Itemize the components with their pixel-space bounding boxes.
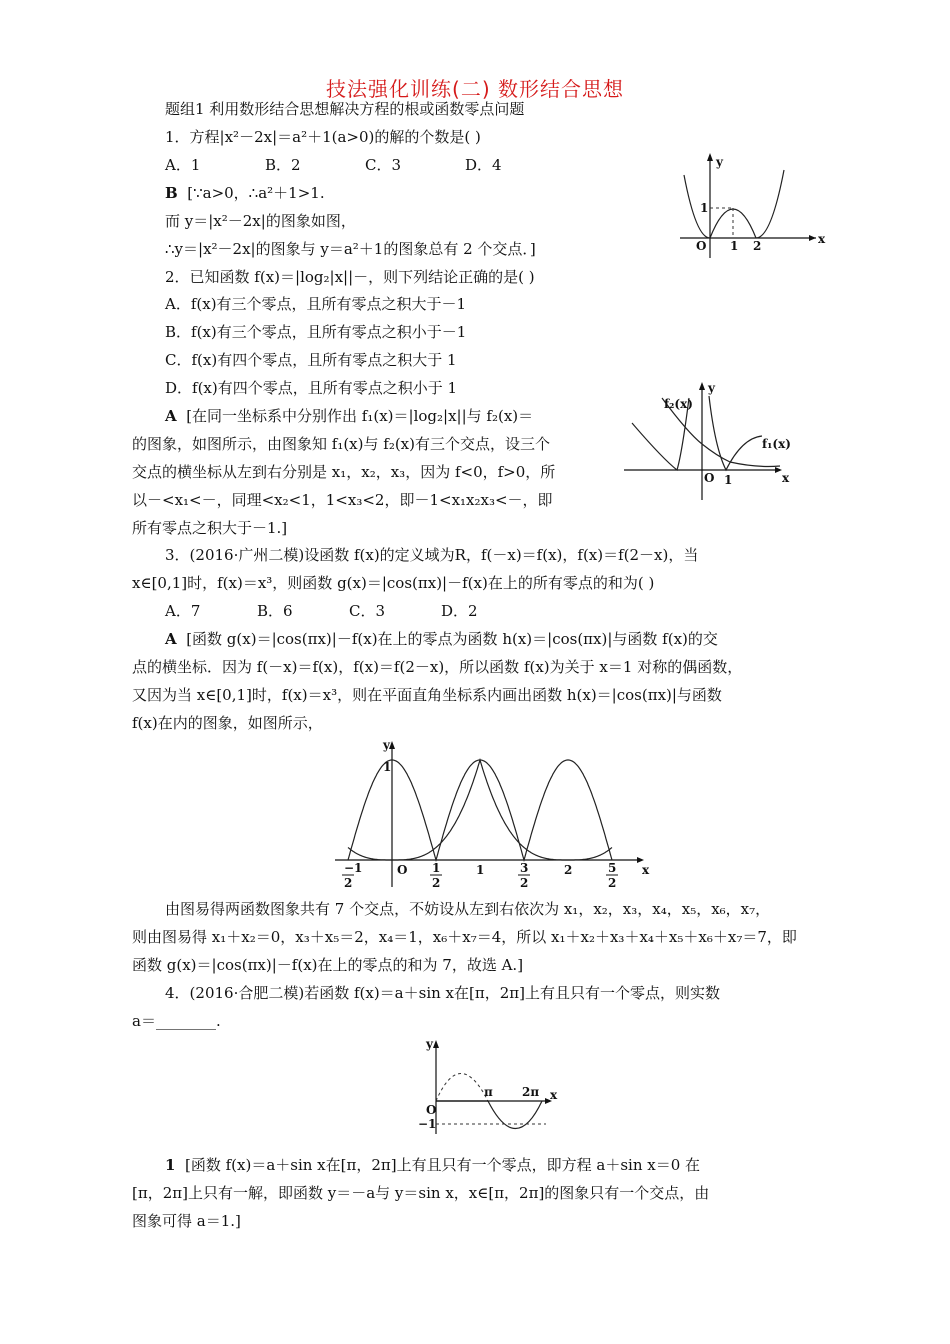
q3-graph-y-label: y [383, 738, 390, 752]
q4-answer: 1 [165, 1156, 176, 1174]
q2-option-b: B．f(x)有三个零点，且所有零点之积小于－1 [165, 323, 467, 341]
q2-option-a: A．f(x)有三个零点，且所有零点之积大于－1 [165, 295, 467, 313]
q4-graph-y-label: y [426, 1037, 433, 1051]
q2-solution-line-2: 的图象，如图所示，由图象知 f₁(x)与 f₂(x)有三个交点，设三个 [132, 435, 550, 453]
q2-solution-line-3: 交点的横坐标从左到右分别是 x₁，x₂，x₃，因为 f<0，f>0，所 [132, 463, 556, 481]
q3-option-b: B．6 [257, 602, 293, 620]
q1-solution-line-1: B [∵a>0，∴a²＋1>1. [165, 184, 325, 202]
q2-graph-x-label: x [782, 471, 790, 485]
q1-graph-ytick-1: 1 [700, 201, 709, 215]
q1-graph-origin: O [696, 239, 707, 253]
q1-options [165, 155, 565, 175]
q3-solution-line-7: 函数 g(x)＝|cos(πx)|－f(x)在上的零点的和为 7，故选 A.] [132, 956, 524, 974]
q3-graph-x-label: x [642, 863, 650, 877]
q1-solution-line-3: ∴y＝|x²－2x|的图象与 y＝a²＋1的图象总有 2 个交点．] [165, 240, 536, 258]
q3-graph-tick-den: 2 [344, 876, 353, 890]
q4-graph-pi: π [484, 1085, 493, 1099]
q4-graph-neg1: −1 [418, 1117, 437, 1131]
q3-graph-tick-num: 3 [520, 861, 529, 875]
q1-option-c: C．3 [365, 156, 402, 174]
q2-solution-line-1: A [在同一坐标系中分别作出 f₁(x)＝|log₂|x||与 f₂(x)＝ [165, 407, 534, 425]
q2-answer: A [165, 407, 177, 425]
q1-stem: 1．方程|x²－2x|＝a²＋1(a>0)的解的个数是( ) [165, 128, 481, 146]
q1-answer: B [165, 184, 178, 202]
q2-option-d: D．f(x)有四个零点，且所有零点之积小于 1 [165, 379, 458, 397]
q3-option-c: C．3 [349, 602, 386, 620]
q3-graph-tick-den: 2 [432, 876, 441, 890]
q3-graph-tick: 1 [476, 863, 485, 877]
q1-graph [676, 150, 836, 260]
q2-graph-f2-label: f₂(x) [664, 397, 693, 411]
q1-option-d: D．4 [465, 156, 502, 174]
q4-graph [418, 1036, 568, 1136]
q3-solution-line-1: A [函数 g(x)＝|cos(πx)|－f(x)在上的零点为函数 h(x)＝|cos(πx)|与函数 f(x)的交 [165, 630, 718, 648]
q3-option-a: A．7 [165, 602, 201, 620]
q4-stem-line-2: a＝________. [132, 1012, 221, 1030]
q2-graph-origin: O [704, 471, 715, 485]
page-title: 技法强化训练(二) 数形结合思想 [326, 77, 624, 101]
q1-option-b: B．2 [265, 156, 301, 174]
q3-options [165, 601, 533, 621]
q3-option-d: D．2 [441, 602, 478, 620]
q3-answer: A [165, 630, 177, 648]
q1-solution-line-2: 而 y＝|x²－2x|的图象如图， [165, 212, 356, 230]
q3-graph [330, 737, 660, 892]
q3-graph-origin: O [397, 863, 408, 877]
q3-solution-line-2: 点的横坐标．因为 f(－x)＝f(x)，f(x)＝f(2－x)，所以函数 f(x)为关于 x＝1 对称的偶函数， [132, 658, 743, 676]
q3-graph-tick-num: −1 [344, 861, 363, 875]
q3-graph-tick-den: 2 [608, 876, 617, 890]
q1-graph-tick-1: 1 [730, 239, 739, 253]
q2-graph-f1-label: f₁(x) [762, 437, 791, 451]
q2-stem: 2．已知函数 f(x)＝|log₂|x||－，则下列结论正确的是( ) [165, 268, 535, 286]
q3-stem-line-1: 3．(2016·广州二模)设函数 f(x)的定义域为R，f(－x)＝f(x)，f(x)＝f(2－x)，当 [165, 546, 699, 564]
q2-graph [622, 378, 797, 503]
q3-graph-tick-num: 1 [432, 861, 441, 875]
q1-option-a: A．1 [165, 156, 201, 174]
q3-solution-line-6: 则由图易得 x₁＋x₂＝0，x₃＋x₅＝2，x₄＝1，x₆＋x₇＝4，所以 x₁＋x₂＋x₃＋x₄＋x₅＋x₆＋x₇＝7，即 [132, 928, 797, 946]
q4-graph-origin: O [426, 1103, 437, 1117]
q2-graph-tick-1: 1 [724, 473, 733, 487]
q3-graph-tick-num: 5 [608, 861, 617, 875]
q4-solution-line-3: 图象可得 a＝1.] [132, 1212, 241, 1230]
q2-option-c: C．f(x)有四个零点，且所有零点之积大于 1 [165, 351, 457, 369]
q2-solution-line-4: 以－<x₁<－，同理<x₂<1，1<x₃<2，即－1<x₁x₂x₃<－，即 [132, 491, 553, 509]
q3-solution-line-4: f(x)在内的图象，如图所示， [132, 714, 323, 732]
q1-graph-tick-2: 2 [753, 239, 762, 253]
q3-stem-line-2: x∈[0,1]时，f(x)＝x³，则函数 g(x)＝|cos(πx)|－f(x)在上的所有零点的和为( ) [132, 574, 655, 592]
q4-graph-x-label: x [550, 1088, 558, 1102]
q4-stem-line-1: 4．(2016·合肥二模)若函数 f(x)＝a＋sin x在[π，2π]上有且只有一个零点，则实数 [165, 984, 720, 1002]
group-heading: 题组1 利用数形结合思想解决方程的根或函数零点问题 [165, 100, 525, 118]
q3-solution-line-3: 又因为当 x∈[0,1]时，f(x)＝x³，则在平面直角坐标系内画出函数 h(x)＝|cos(πx)|与函数 [132, 686, 722, 704]
q1-graph-x-label: x [818, 232, 826, 246]
q4-solution-line-2: [π，2π]上只有一解，即函数 y＝－a与 y＝sin x，x∈[π，2π]的图象只有一个交点，由 [132, 1184, 710, 1202]
q3-graph-ytick-1: 1 [383, 760, 392, 774]
q1-graph-y-label: y [716, 155, 723, 169]
q3-solution-line-5: 由图易得两函数图象共有 7 个交点，不妨设从左到右依次为 x₁，x₂，x₃，x₄，x₅，x₆，x₇， [165, 900, 771, 918]
q3-graph-tick-den: 2 [520, 876, 529, 890]
q2-graph-y-label: y [708, 381, 715, 395]
q3-graph-tick: 2 [564, 863, 573, 877]
q4-graph-2pi: 2π [522, 1085, 540, 1099]
q4-solution-line-1: 1 [函数 f(x)＝a＋sin x在[π，2π]上有且只有一个零点，即方程 a＋sin x＝0 在 [165, 1156, 701, 1174]
q2-solution-line-5: 所有零点之积大于－1.] [132, 519, 288, 537]
